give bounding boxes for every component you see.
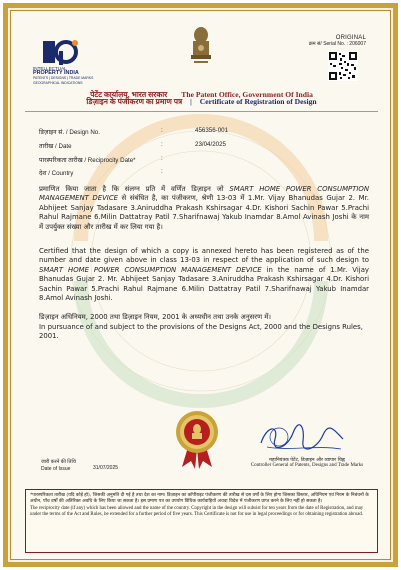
footer-note-english: The reciprocity date (if any) which has been allowed and the name of the country. Copyright in the design will subsist for ten years from the date of Registration, and may under the terms of the Act and Rules, be extended for a further period of five years. This Certificate is not for use in legal proceedings or for obtaining registration abroad. — [30, 506, 364, 518]
text-segment: Certified that the design of which a copy is annexed hereto has been registered as of the number and date given above in class 13-03 in respect of the application of such design to — [39, 247, 369, 265]
field-colon: : — [161, 140, 163, 148]
certification-text-hindi — [39, 185, 369, 232]
field-row — [39, 127, 369, 141]
certificate-title-english: Certificate of Registration of Design — [199, 97, 317, 106]
office-title-hindi: पेटेंट कार्यालय, भारत सरकार — [90, 90, 168, 99]
field-colon: : — [161, 127, 163, 134]
date-of-issue — [41, 459, 119, 472]
divider — [25, 111, 378, 112]
controller-title-hindi: महानियंत्रक पेटेंट, डिज़ाइन और व्यापार चिह्न — [269, 458, 345, 463]
design-name: SMART HOME POWER CONSUMPTION MANAGEMENT DEVICE — [39, 185, 369, 203]
field-label: देश / Country — [39, 170, 74, 178]
field-value: 23/04/2025 — [195, 140, 226, 148]
serial-number: क्रम सं/ Serial No. : 206007 — [308, 41, 366, 47]
date-of-issue-value: 31/07/2025 — [93, 465, 119, 471]
footer-note-hindi: *पारस्परिकता तारीख (यदि कोई हो), जिसकी अनुमति दी गई है तथा देश का नाम। डिज़ाइन का कॉपीराइट पंजीकरण की तारीख से दस वर्षों के लिए होगा जिसका विस्तार, अधिनियम एवं नियम के निबंधनों के अधीन, पाँच वर्षों की अतिरिक्त अवधि के लिए किया जा सकता है। इस प्रमाण पत्र का उपयोग विधिक कार्यवाहियों अथवा विदेश में पंजीकरण प्राप्त करने के लिए नहीं हो सकता है। — [30, 493, 369, 504]
text-segment: in the name of 1.Mr. Vijay Bhanudas Gujar 2. Mr. Abhijeet Sanjay Tadasare 3.Aniruddha Prakash Kshirsagar 4.Dr. Kishori Sachin Pawar 5.Prachi Rahul Rajmane 6.Milin Dattatray Patil 7.Sharifnawaj Yakub Inamdar 8.Amol Avinash Joshi. — [39, 265, 369, 303]
field-row — [39, 168, 369, 182]
logo-line: INTELLECTUAL — [33, 66, 67, 71]
signature-icon — [257, 419, 347, 457]
official-seal-icon — [174, 409, 220, 469]
text-segment: प्रमाणित किया जाता है कि संलग्न प्रति में वर्णित डिज़ाइन जो — [39, 185, 230, 193]
date-of-issue-label-english: Date of Issue — [41, 465, 71, 472]
act-text-hindi: डिज़ाइन अधिनियम, 2000 तथा डिज़ाइन नियम, 2001 के अध्यधीन तथा उनके अनुसरण में। — [39, 313, 272, 321]
date-of-issue-label-hindi: जारी करने की तिथि — [41, 459, 76, 465]
text-segment: से संबंधित है, का पंजीकरण, श्रेणी 13-03 में 1.Mr. Vijay Bhanudas Gujar 2. Mr. Abhijeet Sanjay Tadasare 3.Aniruddha Prakash Kshirsagar 4.Dr. Kishori Sachin Pawar 5.Prachi Rahul Rajmane 6.Milin Dattatray Patil 7.Sharifnawaj Yakub Inamdar 8.Amol Avinash Joshi के नाम में उपर्युक्त संख्या और तारीख में कर लिया गया है। — [39, 194, 369, 231]
title-separator: | — [190, 97, 192, 106]
logo-line: GEOGRAPHICAL INDICATIONS — [33, 81, 83, 85]
controller-title-english: Controller General of Patents, Designs and Trade Marks — [250, 463, 364, 468]
logo-text — [33, 66, 93, 86]
field-colon: : — [161, 154, 163, 162]
certificate-title — [11, 97, 391, 107]
certificate-title-hindi: डिज़ाइन के पंजीकरण का प्रमाण पत्र — [86, 97, 183, 106]
logo-line: PROPERTY INDIA — [33, 70, 79, 76]
serial-block — [309, 35, 366, 47]
act-text-english: In pursuance of and subject to the provisions of the Designs Act, 2000 and the Designs Rules, 2001. — [39, 323, 363, 341]
details-fields — [39, 127, 369, 182]
field-row — [39, 155, 369, 169]
design-name: SMART HOME POWER CONSUMPTION MANAGEMENT DEVICE — [39, 265, 262, 274]
field-label: डिज़ाइन सं. / Design No. — [39, 129, 100, 136]
certification-text-english — [39, 247, 369, 303]
logo-line: PATENTS | DESIGNS | TRADE MARKS — [33, 76, 94, 80]
field-row — [39, 141, 369, 155]
footer-note — [25, 489, 378, 553]
field-label: पारस्परिकता तारीख / Reciprocity Date* — [39, 156, 136, 164]
field-colon: : — [161, 168, 163, 176]
field-label: तारीख / Date — [39, 142, 72, 150]
certificate-body — [10, 10, 391, 560]
qr-code-icon — [328, 51, 358, 81]
original-label: ORIGINAL — [335, 35, 366, 41]
national-emblem-icon — [186, 25, 216, 69]
field-value: 456356-001 — [195, 127, 229, 134]
office-title-english: The Patent Office, Government Of India — [181, 90, 313, 99]
